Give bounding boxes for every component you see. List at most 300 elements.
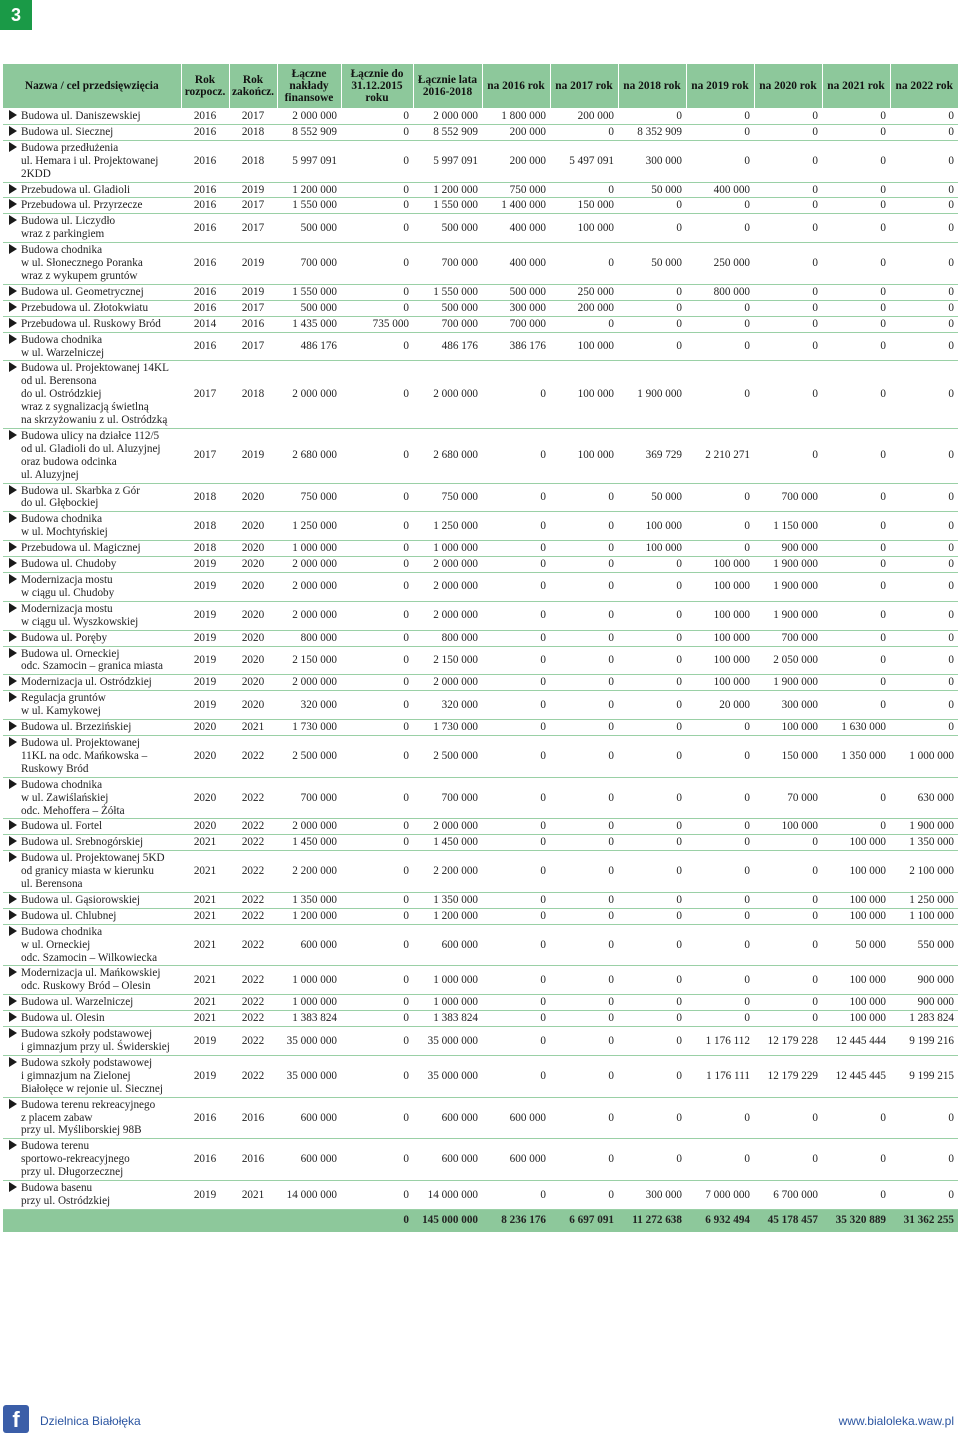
- project-name-text: przy ul. Ostródzkiej: [21, 1194, 111, 1207]
- amount-cell: 0: [550, 483, 618, 512]
- amount-cell: 0: [686, 777, 754, 819]
- project-name-cell: [3, 1027, 181, 1056]
- table-row: [3, 1139, 958, 1181]
- amount-cell: 500 000: [413, 214, 482, 243]
- year-cell: 2022: [229, 924, 277, 966]
- amount-cell: 2 000 000: [277, 361, 341, 429]
- amount-cell: 600 000: [277, 1139, 341, 1181]
- project-name-cell: [3, 819, 181, 835]
- triangle-bullet-icon: [9, 110, 17, 120]
- table-row: [3, 214, 958, 243]
- column-header: Rok rozpocz.: [181, 64, 229, 109]
- amount-cell: 2 000 000: [413, 573, 482, 602]
- amount-cell: 1 730 000: [413, 720, 482, 736]
- year-cell: 2018: [181, 512, 229, 541]
- project-name-line: [9, 1195, 179, 1208]
- year-cell: 2020: [181, 720, 229, 736]
- triangle-bullet-icon: [9, 184, 17, 194]
- amount-cell: 2 500 000: [277, 735, 341, 777]
- amount-cell: 1 383 824: [277, 1011, 341, 1027]
- amount-cell: 0: [754, 284, 822, 300]
- project-name-text: Budowa przedłużenia: [21, 141, 119, 154]
- amount-cell: 0: [618, 908, 686, 924]
- amount-cell: 300 000: [754, 691, 822, 720]
- amount-cell: 0: [341, 1011, 413, 1027]
- column-header: Nazwa / cel przedsięwzięcia: [3, 64, 181, 109]
- table-row: [3, 140, 958, 182]
- project-name-text: w ciągu ul. Wyszkowskiej: [21, 615, 139, 628]
- project-name-text: Budowa ul. Skarbka z Gór: [21, 484, 140, 497]
- amount-cell: 100 000: [550, 361, 618, 429]
- amount-cell: 0: [341, 214, 413, 243]
- project-name-text: Budowa ul. Projektowanej: [21, 736, 141, 749]
- amount-cell: 0: [482, 601, 550, 630]
- triangle-bullet-icon: [9, 362, 17, 372]
- triangle-bullet-icon: [9, 302, 17, 312]
- project-name-line: [9, 302, 179, 315]
- triangle-bullet-icon: [9, 996, 17, 1006]
- project-name-cell: [3, 428, 181, 483]
- amount-cell: 0: [341, 573, 413, 602]
- amount-cell: 0: [686, 332, 754, 361]
- project-name-line: [9, 199, 179, 212]
- footer-website-link[interactable]: www.bialoleka.waw.pl: [838, 1414, 954, 1428]
- project-name-text: ul. Aluzyjnej: [21, 468, 79, 481]
- project-name-text: w ul. Mochtyńskiej: [21, 526, 108, 539]
- year-cell: 2019: [229, 182, 277, 198]
- amount-cell: 1 900 000: [754, 557, 822, 573]
- amount-cell: 0: [482, 646, 550, 675]
- amount-cell: 5 997 091: [277, 140, 341, 182]
- year-cell: 2016: [181, 109, 229, 125]
- project-name-line: [9, 318, 179, 331]
- table-row: [3, 1027, 958, 1056]
- amount-cell: 100 000: [686, 557, 754, 573]
- amount-cell: 0: [890, 483, 958, 512]
- year-cell: 2022: [229, 819, 277, 835]
- amount-cell: 550 000: [890, 924, 958, 966]
- amount-cell: 1 200 000: [277, 182, 341, 198]
- table-row: [3, 835, 958, 851]
- total-cell: 145 000 000: [413, 1209, 482, 1232]
- amount-cell: 0: [686, 198, 754, 214]
- project-name-cell: [3, 284, 181, 300]
- project-name-cell: [3, 601, 181, 630]
- amount-cell: 0: [550, 512, 618, 541]
- year-cell: 2022: [229, 735, 277, 777]
- project-name-line: [9, 878, 179, 891]
- amount-cell: 100 000: [550, 214, 618, 243]
- project-name-line: [9, 1041, 179, 1054]
- amount-cell: 0: [822, 557, 890, 573]
- year-cell: 2022: [229, 1027, 277, 1056]
- project-name-line: [9, 244, 179, 257]
- project-name-line: [9, 362, 179, 375]
- amount-cell: 700 000: [754, 630, 822, 646]
- year-cell: 2017: [229, 214, 277, 243]
- project-name-text: Budowa ul. Chudoby: [21, 558, 117, 571]
- amount-cell: 8 552 909: [413, 124, 482, 140]
- project-name-text: wraz z sygnalizacją świetlną: [21, 401, 149, 414]
- amount-cell: 1 550 000: [413, 198, 482, 214]
- amount-cell: 0: [618, 109, 686, 125]
- project-name-text: oraz budowa odcinka: [21, 455, 117, 468]
- project-name-line: [9, 820, 179, 833]
- amount-cell: 0: [341, 1097, 413, 1139]
- project-name-cell: [3, 198, 181, 214]
- amount-cell: 0: [890, 361, 958, 429]
- amount-cell: 500 000: [277, 214, 341, 243]
- table-row: [3, 557, 958, 573]
- year-cell: 2019: [181, 646, 229, 675]
- year-cell: 2016: [181, 243, 229, 285]
- amount-cell: 800 000: [686, 284, 754, 300]
- amount-cell: 400 000: [482, 214, 550, 243]
- project-name-line: [9, 574, 179, 587]
- amount-cell: 0: [550, 892, 618, 908]
- project-name-text: Budowa ul. Srebnogórskiej: [21, 836, 144, 849]
- amount-cell: 0: [890, 1181, 958, 1210]
- amount-cell: 500 000: [413, 300, 482, 316]
- amount-cell: 1 176 112: [686, 1027, 754, 1056]
- triangle-bullet-icon: [9, 648, 17, 658]
- amount-cell: 0: [618, 630, 686, 646]
- amount-cell: 250 000: [686, 243, 754, 285]
- year-cell: 2019: [181, 1027, 229, 1056]
- year-cell: 2020: [229, 691, 277, 720]
- amount-cell: 0: [686, 835, 754, 851]
- amount-cell: 0: [341, 819, 413, 835]
- amount-cell: 750 000: [482, 182, 550, 198]
- project-name-line: [9, 456, 179, 469]
- table-row: [3, 735, 958, 777]
- total-cell: 8 236 176: [482, 1209, 550, 1232]
- project-name-line: [9, 660, 179, 673]
- amount-cell: 0: [822, 691, 890, 720]
- amount-cell: 0: [482, 1181, 550, 1210]
- year-cell: 2022: [229, 908, 277, 924]
- amount-cell: 2 680 000: [277, 428, 341, 483]
- amount-cell: 0: [341, 428, 413, 483]
- amount-cell: 0: [550, 777, 618, 819]
- amount-cell: 1 283 824: [890, 1011, 958, 1027]
- project-name-text: Przebudowa ul. Magicznej: [21, 542, 141, 555]
- project-name-line: [9, 587, 179, 600]
- triangle-bullet-icon: [9, 779, 17, 789]
- triangle-bullet-icon: [9, 1140, 17, 1150]
- amount-cell: 100 000: [618, 512, 686, 541]
- triangle-bullet-icon: [9, 692, 17, 702]
- amount-cell: 1 000 000: [890, 735, 958, 777]
- triangle-bullet-icon: [9, 1012, 17, 1022]
- amount-cell: 20 000: [686, 691, 754, 720]
- year-cell: 2017: [229, 109, 277, 125]
- project-name-line: [9, 270, 179, 283]
- triangle-bullet-icon: [9, 1057, 17, 1067]
- project-name-text: od granicy miasta w kierunku: [21, 865, 154, 878]
- amount-cell: 0: [341, 541, 413, 557]
- amount-cell: 0: [482, 630, 550, 646]
- amount-cell: 2 150 000: [413, 646, 482, 675]
- amount-cell: 0: [822, 124, 890, 140]
- table-row: [3, 675, 958, 691]
- year-cell: 2016: [181, 332, 229, 361]
- project-name-line: [9, 676, 179, 689]
- amount-cell: 750 000: [413, 483, 482, 512]
- amount-cell: 100 000: [822, 1011, 890, 1027]
- project-name-line: [9, 1166, 179, 1179]
- project-name-text: w ciągu ul. Chudoby: [21, 586, 115, 599]
- amount-cell: 0: [754, 300, 822, 316]
- amount-cell: 0: [890, 1139, 958, 1181]
- year-cell: 2020: [181, 735, 229, 777]
- amount-cell: 0: [341, 109, 413, 125]
- project-name-text: przy ul. Długorzecznej: [21, 1166, 124, 1179]
- table-row: [3, 361, 958, 429]
- amount-cell: 0: [341, 646, 413, 675]
- table-row: [3, 573, 958, 602]
- triangle-bullet-icon: [9, 513, 17, 523]
- year-cell: 2019: [181, 675, 229, 691]
- amount-cell: 0: [618, 851, 686, 893]
- amount-cell: 0: [482, 735, 550, 777]
- amount-cell: 0: [686, 140, 754, 182]
- triangle-bullet-icon: [9, 894, 17, 904]
- project-name-line: [9, 1012, 179, 1025]
- amount-cell: 0: [754, 428, 822, 483]
- project-name-text: Modernizacja ul. Mańkowskiej: [21, 967, 161, 980]
- table-row: [3, 1011, 958, 1027]
- year-cell: 2021: [181, 851, 229, 893]
- amount-cell: 0: [890, 630, 958, 646]
- amount-cell: 0: [890, 316, 958, 332]
- amount-cell: 0: [482, 541, 550, 557]
- project-name-text: z placem zabaw: [21, 1111, 93, 1124]
- total-cell: 0: [341, 1209, 413, 1232]
- project-name-cell: [3, 646, 181, 675]
- amount-cell: 1 630 000: [822, 720, 890, 736]
- project-name-text: w ul. Warzelniczej: [21, 346, 105, 359]
- table-row: [3, 646, 958, 675]
- project-name-cell: [3, 924, 181, 966]
- amount-cell: 0: [890, 198, 958, 214]
- amount-cell: 0: [618, 924, 686, 966]
- amount-cell: 0: [822, 541, 890, 557]
- column-header: na 2022 rok: [890, 64, 958, 109]
- amount-cell: 600 000: [482, 1139, 550, 1181]
- table-row: [3, 109, 958, 125]
- year-cell: 2016: [181, 198, 229, 214]
- project-name-line: [9, 792, 179, 805]
- triangle-bullet-icon: [9, 836, 17, 846]
- table-row: [3, 777, 958, 819]
- project-name-line: [9, 967, 179, 980]
- project-name-cell: [3, 1011, 181, 1027]
- amount-cell: 0: [686, 819, 754, 835]
- amount-cell: 0: [686, 735, 754, 777]
- amount-cell: 200 000: [550, 300, 618, 316]
- project-name-cell: [3, 182, 181, 198]
- amount-cell: 600 000: [277, 1097, 341, 1139]
- amount-cell: 0: [550, 966, 618, 995]
- project-name-line: [9, 110, 179, 123]
- amount-cell: 2 000 000: [277, 109, 341, 125]
- project-name-text: Budowa chodnika: [21, 778, 103, 791]
- project-name-line: [9, 168, 179, 181]
- project-name-text: Budowa ul. Projektowanej 14KL: [21, 362, 169, 375]
- amount-cell: 1 900 000: [754, 601, 822, 630]
- amount-cell: 0: [618, 966, 686, 995]
- project-name-cell: [3, 892, 181, 908]
- project-name-line: [9, 926, 179, 939]
- project-name-text: Budowa ulicy na działce 112/5: [21, 429, 160, 442]
- amount-cell: 0: [618, 819, 686, 835]
- amount-cell: 0: [686, 1139, 754, 1181]
- project-name-line: [9, 142, 179, 155]
- project-name-line: [9, 1057, 179, 1070]
- project-name-text: Budowa ul. Fortel: [21, 820, 103, 833]
- amount-cell: 500 000: [277, 300, 341, 316]
- project-name-text: Przebudowa ul. Gladioli: [21, 183, 131, 196]
- amount-cell: 0: [890, 573, 958, 602]
- amount-cell: 0: [754, 908, 822, 924]
- amount-cell: 0: [686, 361, 754, 429]
- table-row: [3, 428, 958, 483]
- amount-cell: 0: [482, 483, 550, 512]
- amount-cell: 8 352 909: [618, 124, 686, 140]
- year-cell: 2021: [181, 1011, 229, 1027]
- project-name-line: [9, 836, 179, 849]
- amount-cell: 14 000 000: [277, 1181, 341, 1210]
- amount-cell: 0: [550, 691, 618, 720]
- table-row: [3, 182, 958, 198]
- amount-cell: 0: [890, 675, 958, 691]
- project-name-line: [9, 910, 179, 923]
- year-cell: 2016: [181, 1097, 229, 1139]
- project-name-text: w ul. Zawiślańskiej: [21, 791, 109, 804]
- table-row: [3, 512, 958, 541]
- amount-cell: 12 445 445: [822, 1055, 890, 1097]
- project-name-line: [9, 443, 179, 456]
- amount-cell: 50 000: [618, 182, 686, 198]
- table-row: [3, 332, 958, 361]
- amount-cell: 0: [754, 124, 822, 140]
- amount-cell: 0: [822, 483, 890, 512]
- year-cell: 2022: [229, 851, 277, 893]
- total-cell: 31 362 255: [890, 1209, 958, 1232]
- triangle-bullet-icon: [9, 737, 17, 747]
- table-row: [3, 691, 958, 720]
- amount-cell: 0: [341, 720, 413, 736]
- amount-cell: 0: [890, 140, 958, 182]
- amount-cell: 0: [618, 720, 686, 736]
- triangle-bullet-icon: [9, 430, 17, 440]
- amount-cell: 0: [618, 1139, 686, 1181]
- project-name-line: [9, 865, 179, 878]
- facebook-icon[interactable]: f: [3, 1405, 29, 1433]
- project-name-text: Budowa ul. Chlubnej: [21, 909, 117, 922]
- project-name-text: Przebudowa ul. Przyrzecze: [21, 199, 143, 212]
- amount-cell: 2 000 000: [277, 819, 341, 835]
- triangle-bullet-icon: [9, 244, 17, 254]
- amount-cell: 0: [890, 541, 958, 557]
- project-name-text: przy ul. Myśliborskiej 98B: [21, 1124, 142, 1137]
- amount-cell: 0: [890, 601, 958, 630]
- amount-cell: 0: [341, 483, 413, 512]
- amount-cell: 300 000: [618, 140, 686, 182]
- project-name-line: [9, 497, 179, 510]
- amount-cell: 1 176 111: [686, 1055, 754, 1097]
- triangle-bullet-icon: [9, 603, 17, 613]
- year-cell: 2020: [229, 541, 277, 557]
- amount-cell: 1 550 000: [277, 198, 341, 214]
- project-name-cell: [3, 630, 181, 646]
- year-cell: 2016: [181, 1139, 229, 1181]
- amount-cell: 1 400 000: [482, 198, 550, 214]
- year-cell: 2021: [181, 908, 229, 924]
- amount-cell: 600 000: [413, 1139, 482, 1181]
- year-cell: 2016: [181, 284, 229, 300]
- amount-cell: 1 900 000: [754, 675, 822, 691]
- amount-cell: 800 000: [413, 630, 482, 646]
- project-name-text: od ul. Berensona: [21, 375, 97, 388]
- project-name-line: [9, 952, 179, 965]
- project-name-cell: [3, 995, 181, 1011]
- project-name-text: odc. Szamocin – granica miasta: [21, 660, 163, 673]
- year-cell: 2017: [229, 300, 277, 316]
- project-name-line: [9, 648, 179, 661]
- amount-cell: 0: [686, 109, 754, 125]
- total-cell: 11 272 638: [618, 1209, 686, 1232]
- project-name-line: [9, 1124, 179, 1137]
- column-header: Łącznie do 31.12.2015 roku: [341, 64, 413, 109]
- amount-cell: 100 000: [822, 908, 890, 924]
- triangle-bullet-icon: [9, 334, 17, 344]
- triangle-bullet-icon: [9, 721, 17, 731]
- project-name-cell: [3, 512, 181, 541]
- amount-cell: 50 000: [618, 483, 686, 512]
- project-name-cell: [3, 573, 181, 602]
- amount-cell: 0: [618, 573, 686, 602]
- project-name-line: [9, 215, 179, 228]
- year-cell: 2019: [229, 243, 277, 285]
- project-name-cell: [3, 1055, 181, 1097]
- table-row: [3, 1055, 958, 1097]
- amount-cell: 100 000: [618, 541, 686, 557]
- year-cell: 2020: [229, 512, 277, 541]
- year-cell: 2020: [229, 630, 277, 646]
- amount-cell: 0: [341, 140, 413, 182]
- amount-cell: 0: [341, 284, 413, 300]
- amount-cell: 0: [822, 1181, 890, 1210]
- year-cell: 2021: [229, 720, 277, 736]
- project-name-cell: [3, 675, 181, 691]
- project-name-line: [9, 414, 179, 427]
- triangle-bullet-icon: [9, 910, 17, 920]
- amount-cell: 1 200 000: [413, 182, 482, 198]
- year-cell: 2021: [229, 1181, 277, 1210]
- amount-cell: 2 680 000: [413, 428, 482, 483]
- project-name-line: [9, 558, 179, 571]
- year-cell: 2019: [181, 557, 229, 573]
- amount-cell: 0: [550, 995, 618, 1011]
- amount-cell: 0: [341, 557, 413, 573]
- amount-cell: 0: [550, 924, 618, 966]
- triangle-bullet-icon: [9, 558, 17, 568]
- triangle-bullet-icon: [9, 632, 17, 642]
- year-cell: 2018: [181, 541, 229, 557]
- amount-cell: 0: [341, 1055, 413, 1097]
